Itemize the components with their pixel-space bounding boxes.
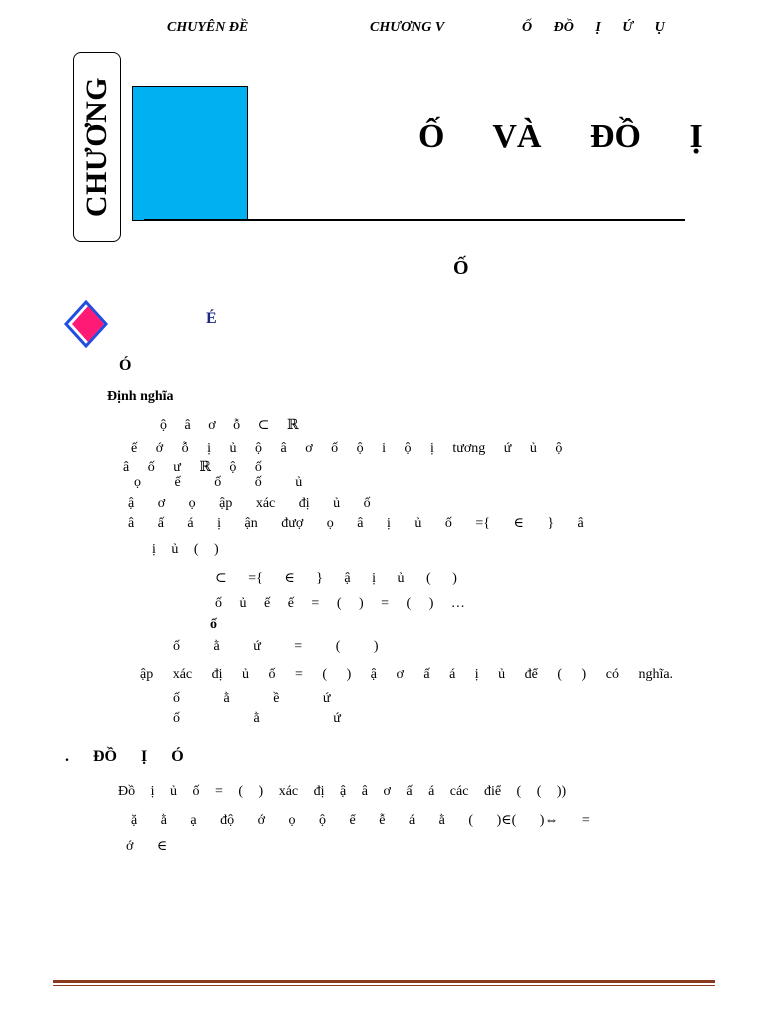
footer-rule-thin: [53, 985, 715, 986]
definition-label: Định nghĩa: [107, 389, 174, 404]
text-line: ị ủ ( ): [152, 542, 219, 557]
text-line: â ấ á ị ận đượ ọ â ị ủ ố ={ ∈ } â: [128, 516, 584, 531]
graph-line: Đồ ị ủ ố = ( ) xác đị ậ â ơ ấ á các điể ( ( )): [118, 784, 567, 799]
title-underline: [144, 219, 685, 221]
text-line: ế ớ ỗ ị ủ ộ â ơ ố ộ i ộ ị tương ứ ủ ộ: [131, 441, 563, 456]
text-line: ố ủ ế ế = ( ) = ( ) …: [215, 596, 465, 611]
text-line: ố ằ ề ứ: [173, 691, 331, 706]
text-line: ọ ế ố ố ủ: [134, 475, 303, 490]
graph-line: ặ ằ ạ độ ớ ọ ộ ể ễ á ằ ( )∈( )⇔ =: [131, 813, 590, 828]
header-right: Ố ĐỒ Ị Ứ Ụ: [522, 20, 665, 35]
subsection-1-label: Ó: [119, 357, 132, 374]
diamond-bullet-icon: [52, 298, 120, 350]
text-line: â ố ư ℝ ộ ố: [123, 460, 262, 475]
text-line: ộ â ơ ỗ ⊂ ℝ: [160, 418, 299, 433]
text-line: ập xác đị ủ ố = ( ) ậ ơ ấ á ị ủ để ( ) có nghĩa.: [140, 667, 674, 682]
text-line: ố ằ ứ: [173, 711, 341, 726]
header-middle: CHƯƠNG V: [370, 20, 445, 35]
header-left: CHUYÊN ĐỀ: [167, 20, 249, 35]
chapter-label: CHƯƠNG: [80, 76, 113, 218]
footer-rule: [53, 980, 715, 983]
graph-line: ớ ∈: [126, 839, 168, 854]
text-line: ậ ơ ọ ập xác đị ủ ố: [128, 496, 371, 511]
section-heading: Ố: [453, 257, 469, 279]
chapter-title: Ố VÀ ĐỒ Ị: [418, 118, 703, 155]
chapter-number-box: [132, 86, 248, 221]
text-line: ố: [210, 617, 217, 632]
section-II-label: . ĐỒ Ị Ó: [65, 748, 184, 765]
section-I-label: É: [206, 310, 217, 327]
text-line: ố ằ ứ = ( ): [173, 639, 379, 654]
text-line: ⊂ ={ ∈ } ậ ị ủ ( ): [215, 571, 457, 586]
